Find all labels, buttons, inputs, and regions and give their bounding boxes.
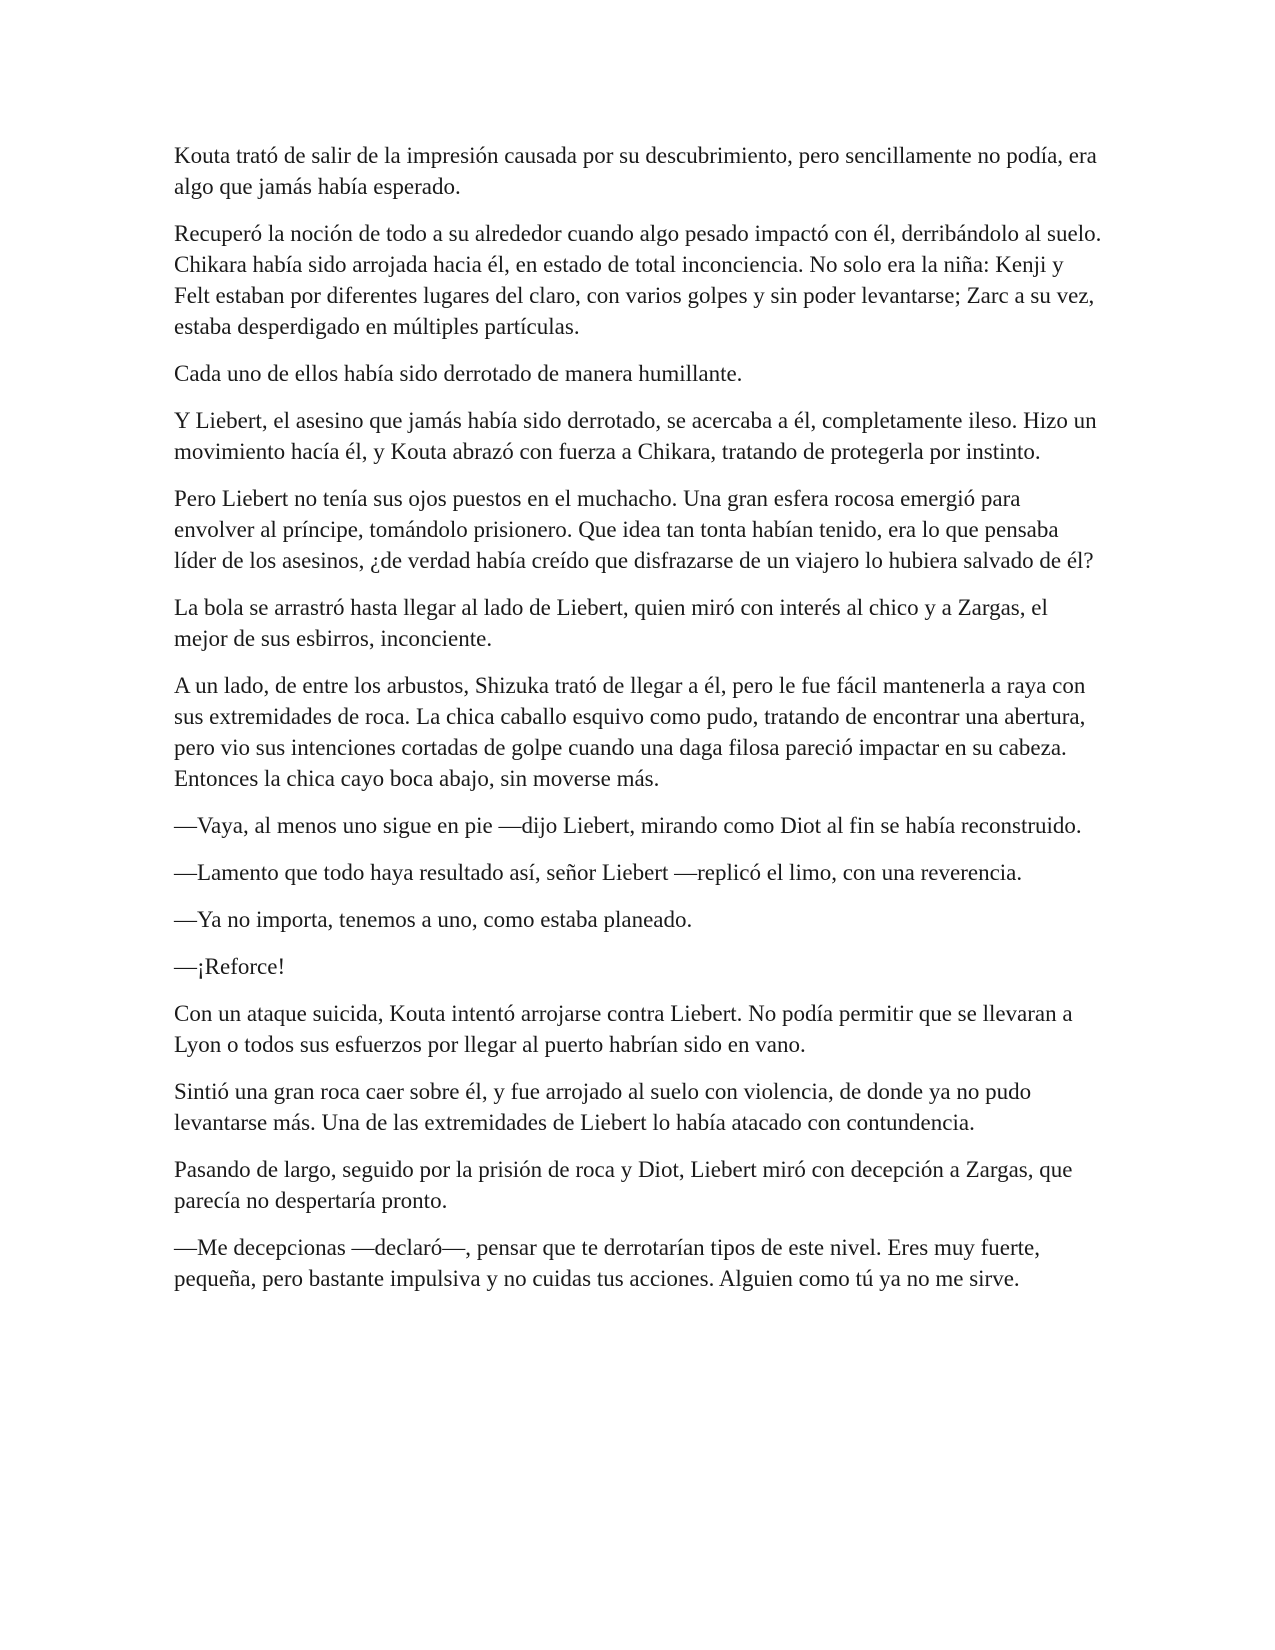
paragraph: Pasando de largo, seguido por la prisión de roca y Diot, Liebert miró con decepción a Zargas, que parecía no despertaría pronto.	[174, 1157, 1073, 1213]
dialogue-paragraph: —¡Reforce!	[174, 954, 286, 979]
paragraph: Pero Liebert no tenía sus ojos puestos en el muchacho. Una gran esfera rocosa emergió para envolver al príncipe, tomándolo prisionero. Que idea tan tonta habían tenido, era lo que pensaba líder de los asesinos, ¿de verdad había creído que disfrazarse de un viajero lo hubiera salvado de él?	[174, 486, 1094, 573]
dialogue-paragraph: —Lamento que todo haya resultado así, señor Liebert —replicó el limo, con una reverencia.	[174, 860, 1023, 885]
paragraph: Con un ataque suicida, Kouta intentó arrojarse contra Liebert. No podía permitir que se llevaran a Lyon o todos sus esfuerzos por llegar al puerto habrían sido en vano.	[174, 1001, 1073, 1057]
paragraph: Cada uno de ellos había sido derrotado de manera humillante.	[174, 361, 743, 386]
dialogue-paragraph: —Ya no importa, tenemos a uno, como estaba planeado.	[174, 907, 693, 932]
dialogue-paragraph: —Vaya, al menos uno sigue en pie —dijo Liebert, mirando como Diot al fin se había reconstruido.	[174, 813, 1082, 838]
paragraph: Sintió una gran roca caer sobre él, y fue arrojado al suelo con violencia, de donde ya no pudo levantarse más. Una de las extremidades de Liebert lo había atacado con contundencia.	[174, 1079, 1032, 1135]
paragraph: La bola se arrastró hasta llegar al lado de Liebert, quien miró con interés al chico y a Zargas, el mejor de sus esbirros, inconciente.	[174, 595, 1048, 651]
dialogue-paragraph: —Me decepcionas —declaró—, pensar que te derrotarían tipos de este nivel. Eres muy fuerte, pequeña, pero bastante impulsiva y no cuidas tus acciones. Alguien como tú ya no me sirve.	[174, 1235, 1041, 1291]
paragraph: Recuperó la noción de todo a su alrededor cuando algo pesado impactó con él, derribándolo al suelo. Chikara había sido arrojada hacia él, en estado de total inconciencia. No solo era la niña: Kenji y Felt estaban por diferentes lugares del claro, con varios golpes y sin poder levantarse; Zarc a su vez, estaba desperdigado en múltiples partículas.	[174, 221, 1102, 339]
paragraph: Y Liebert, el asesino que jamás había sido derrotado, se acercaba a él, completamente ileso. Hizo un movimiento hacía él, y Kouta abrazó con fuerza a Chikara, tratando de protegerla por instinto.	[174, 408, 1097, 464]
paragraph: A un lado, de entre los arbustos, Shizuka trató de llegar a él, pero le fue fácil mantenerla a raya con sus extremidades de roca. La chica caballo esquivo como pudo, tratando de encontrar una abertura, pero vio sus intenciones cortadas de golpe cuando una daga filosa pareció impactar en su cabeza. Entonces la chica cayo boca abajo, sin moverse más.	[174, 673, 1086, 791]
document-page	[174, 140, 1104, 1310]
paragraph: Kouta trató de salir de la impresión causada por su descubrimiento, pero sencillamente no podía, era algo que jamás había esperado.	[174, 143, 1097, 199]
